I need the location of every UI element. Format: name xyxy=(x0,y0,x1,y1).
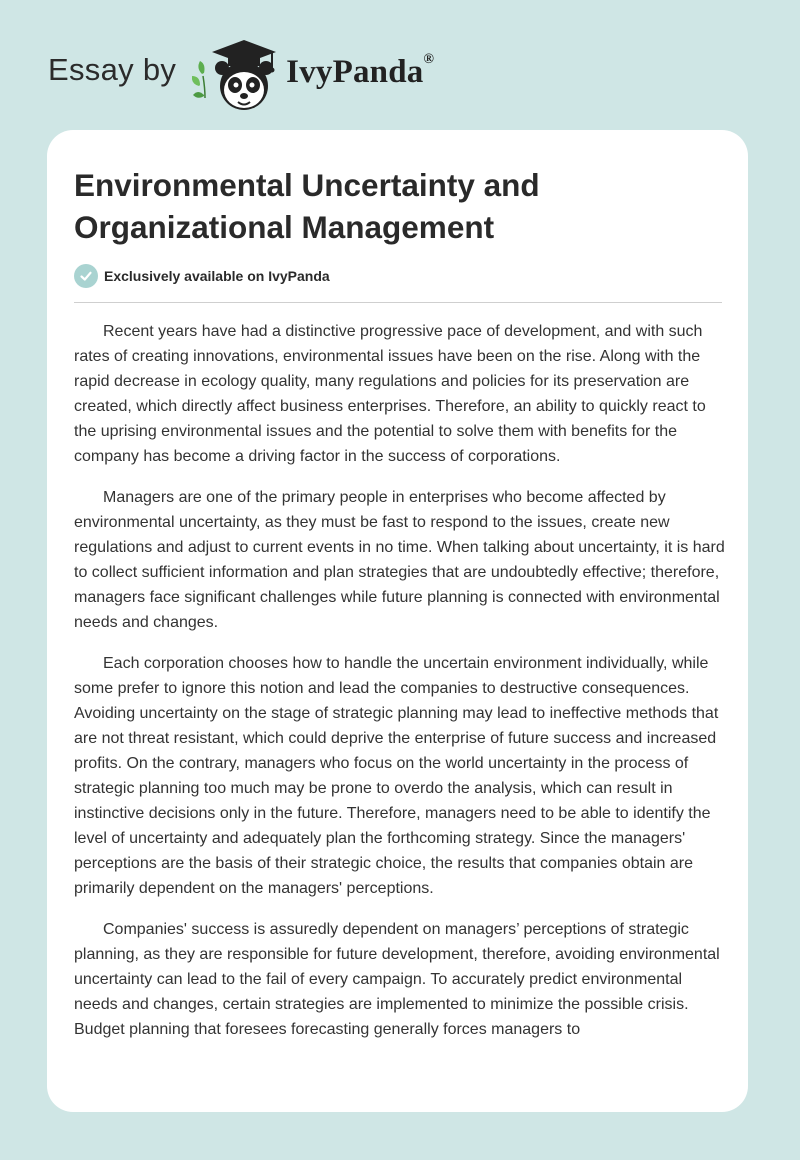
essay-title: Environmental Uncertainty and Organizational Management xyxy=(74,167,540,245)
brand-name[interactable]: IvyPanda® xyxy=(286,51,435,90)
check-icon xyxy=(74,264,98,288)
paragraph: Managers are one of the primary people in enterprises who become affected by environmental uncertainty, as they must be fast to respond to the issues, create new regulations and adjust to current events in no time. When talking about uncertainty, it is hard to collect sufficient information and plan strategies that are undoubtedly effective; therefore, managers face significant challenges while future planning is connected with environmental needs and changes. xyxy=(74,489,725,631)
registered-mark: ® xyxy=(423,51,435,67)
site-header xyxy=(48,34,434,114)
essay-body xyxy=(74,319,726,1058)
paragraph: Companies' success is assuredly dependent on managers’ perceptions of strategic planning, as they are responsible for future development, therefore, avoiding environmental uncertainty can lead to the fail of every campaign. To accurately predict environmental needs and changes, certain strategies are implemented to minimize the possible crisis. Budget planning that foresees forecasting generally forces managers to xyxy=(74,921,720,1038)
exclusive-label: Exclusively available on IvyPanda xyxy=(104,268,330,284)
paragraph: Recent years have had a distinctive progressive pace of development, and with such rates of creating innovations, environmental issues have been on the rise. Along with the rapid decrease in ecology quality, many regulations and policies for its preservation are created, which directly affect business enterprises. Therefore, an ability to quickly react to the uprising environmental issues and the potential to solve them with benefits for the company has become a driving factor in the success of corporations. xyxy=(74,323,706,465)
paragraph: Each corporation chooses how to handle the uncertain environment individually, while some prefer to ignore this notion and lead the companies to destructive consequences. Avoiding uncertainty on the stage of strategic planning may lead to ineffective methods that are not threat resistant, which could deprive the enterprise of future success and increased profits. On the contrary, managers who focus on the world uncertainty in the process of strategic planning too much may be prone to overdo the analysis, which can result in instinctive decisions only in the future. Therefore, managers need to be able to identify the level of uncertainty and adequately plan the forthcoming strategy. Since the managers' perceptions are the basis of their strategic choice, the results that companies obtain are primarily dependent on the managers' perceptions. xyxy=(74,655,719,897)
essay-by-label: Essay by xyxy=(48,52,177,87)
essay-card xyxy=(47,130,748,1112)
divider xyxy=(74,302,722,303)
ivypanda-logo-icon[interactable] xyxy=(192,34,282,114)
exclusive-badge xyxy=(74,264,330,288)
